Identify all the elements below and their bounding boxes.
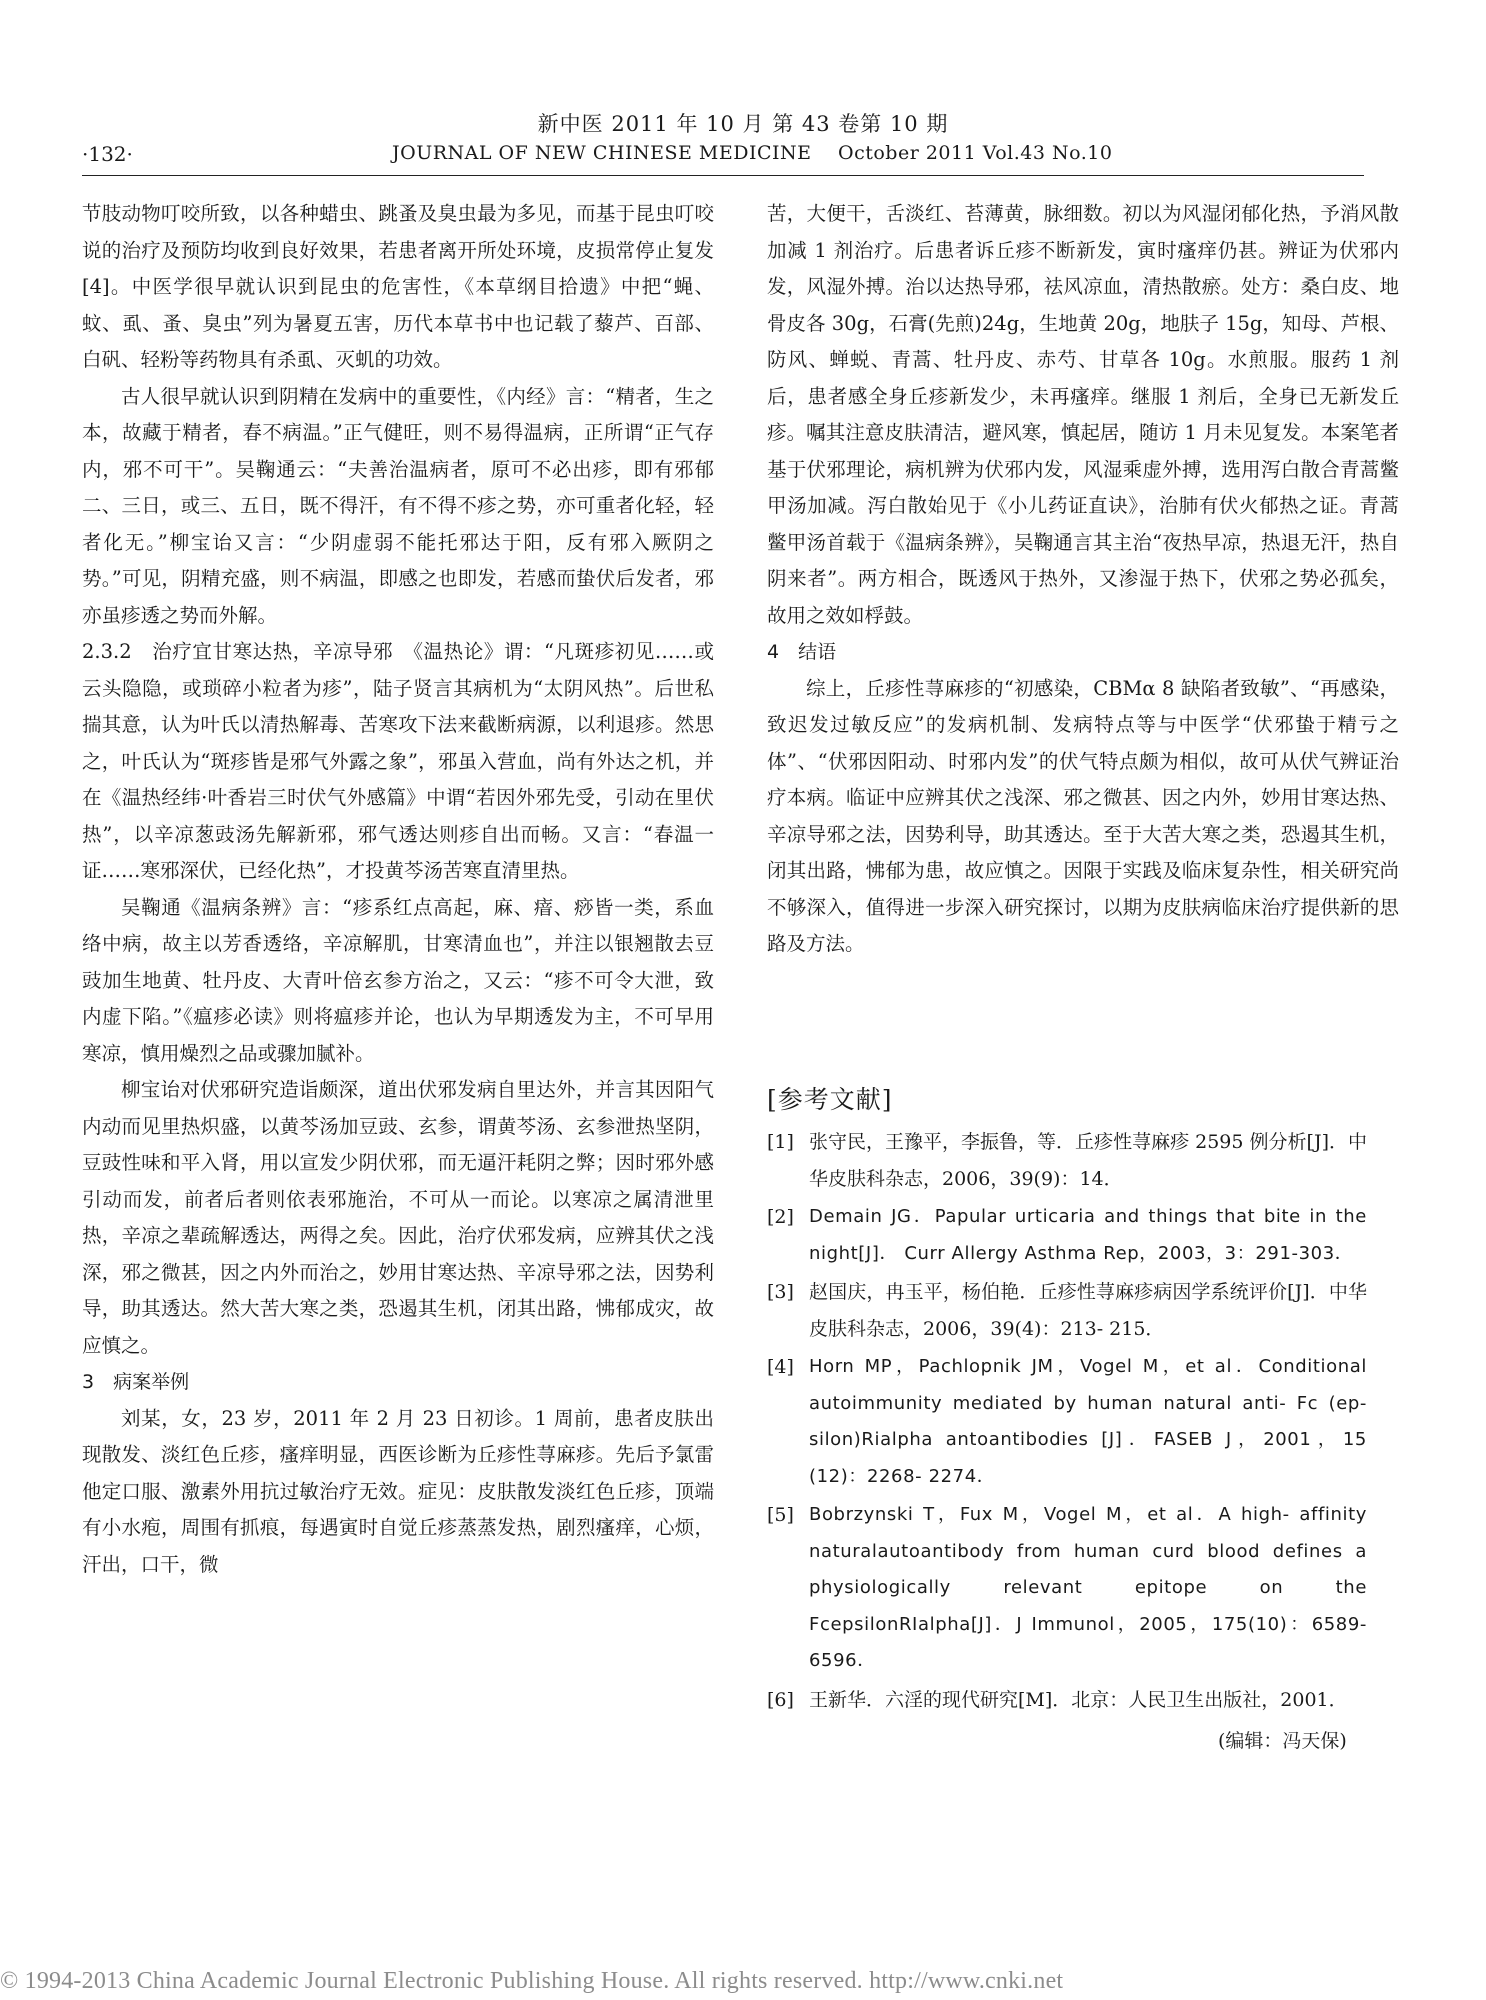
journal-title-cn: 新中医 2011 年 10 月 第 43 卷第 10 期 <box>537 112 949 136</box>
reference-text: 赵国庆，冉玉平，杨伯艳．丘疹性荨麻疹病因学系统评价[J]．中华皮肤科杂志，2006，39(4)：213- 215． <box>809 1281 1367 1340</box>
editor-note: (编辑：冯天保) <box>1218 1730 1347 1752</box>
reference-item <box>767 1497 1367 1680</box>
reference-text: Horn MP，Pachlopnik JM，Vogel M，et al．Conditional autoimmunity mediated by human natural anti- Fc (ep- silon)Rialpha antoantibodies [J]．FASEB J，2001，15 (12)：2268- 2274． <box>809 1356 1367 1487</box>
reference-text: 张守民，王豫平，李振鲁，等．丘疹性荨麻疹 2595 例分析[J]．中华皮肤科杂志，2006，39(9)：14． <box>809 1131 1367 1190</box>
header-divider <box>82 175 1364 176</box>
body-paragraph: 柳宝诒对伏邪研究造诣颇深，道出伏邪发病自里达外，并言其因阳气内动而见里热炽盛，以黄芩汤加豆豉、玄参，谓黄芩汤、玄参泄热坚阴，豆豉性味和平入肾，用以宣发少阴伏邪，而无逼汗耗阴之弊；因时邪外感引动而发，前者后者则依表邪施治，不可从一而论。以寒凉之属清泄里热，辛凉之辈疏解透达，两得之矣。因此，治疗伏邪发病，应辨其伏之浅深，邪之微甚，因之内外而治之，妙用甘寒达热、辛凉导邪之法，因势利导，助其透达。然大苦大寒之类，恐遏其生机，闭其出路，怫郁成灾，故应慎之。 <box>82 1078 714 1357</box>
issue-info-en: October 2011 Vol.43 No.10 <box>838 142 1113 164</box>
reference-item <box>767 1124 1367 1197</box>
page-number: ·132· <box>82 142 133 166</box>
reference-number: [1] <box>767 1131 794 1153</box>
reference-number: [2] <box>767 1206 794 1228</box>
reference-item <box>767 1274 1367 1347</box>
reference-item <box>767 1199 1367 1272</box>
reference-number: [5] <box>767 1504 794 1526</box>
reference-number: [3] <box>767 1281 794 1303</box>
copyright-footer: © 1994-2013 China Academic Journal Electronic Publishing House. All rights reserved. http://www.cnki.net <box>0 1968 1064 1994</box>
reference-text: Demain JG．Papular urticaria and things that bite in the night[J]． Curr Allergy Asthma Rep，2003，3：291-303． <box>809 1206 1367 1264</box>
references-title: [参考文献] <box>767 1085 893 1114</box>
body-paragraph: 吴鞠通《温病条辨》言：“疹系红点高起，麻、瘖、痧皆一类，系血络中病，故主以芳香透络，辛凉解肌，甘寒清血也”，并注以银翘散去豆豉加生地黄、牡丹皮、大青叶倍玄参方治之，又云：“疹不可令大泄，致内虚下陷。”《瘟疹必读》则将瘟疹并论，也认为早期透发为主，不可早用寒凉，慎用燥烈之品或骤加腻补。 <box>82 895 714 1065</box>
body-paragraph: 古人很早就认识到阴精在发病中的重要性，《内经》言：“精者，生之本，故藏于精者，春不病温。”正气健旺，则不易得温病，正所谓“正气存内，邪不可干”。吴鞠通云：“夫善治温病者，原可不必出疹，即有邪郁二、三日，或三、五日，既不得汗，有不得不疹之势，亦可重者化轻，轻者化无。”柳宝诒又言：“少阴虚弱不能托邪达于阳，反有邪入厥阴之势。”可见，阴精充盛，则不病温，即感之也即发，若感而蛰伏后发者，邪亦虽疹透之势而外解。 <box>82 384 714 627</box>
references-list <box>767 1124 1367 1720</box>
left-column <box>82 196 714 1583</box>
section-heading-2-3-2: 2.3.2 治疗宜甘寒达热，辛凉导邪 《温热论》谓：“凡斑疹初见……或云头隐隐，或琐碎小粒者为疹”，陆子贤言其病机为“太阴风热”。后世私揣其意，认为叶氏以清热解毒、苦寒攻下法来截断病源，以利退疹。然思之，叶氏认为“斑疹皆是邪气外露之象”，邪虽入营血，尚有外达之机，并在《温热经纬·叶香岩三时伏气外感篇》中谓“若因外邪先受，引动在里伏热”，以辛凉葱豉汤先解新邪，邪气透达则疹自出而畅。又言：“春温一证……寒邪深伏，已经化热”，才投黄芩汤苦寒直清里热。 <box>82 640 714 882</box>
reference-number: [6] <box>767 1688 794 1711</box>
right-column <box>767 196 1399 963</box>
reference-item <box>767 1349 1367 1495</box>
body-paragraph: 综上，丘疹性荨麻疹的“初感染，CBMα 8 缺陷者致敏”、“再感染，致迟发过敏反应”的发病机制、发病特点等与中医学“伏邪蛰于精亏之体”、“伏邪因阳动、时邪内发”的伏气特点颇为相似，故可从伏气辨证治疗本病。临证中应辨其伏之浅深、邪之微甚、因之内外，妙用甘寒达热、辛凉导邪之法，因势利导，助其透达。至于大苦大寒之类，恐遏其生机，闭其出路，怫郁为患，故应慎之。因限于实践及临床复杂性，相关研究尚不够深入，值得进一步深入研究探讨，以期为皮肤病临床治疗提供新的思路及方法。 <box>767 676 1399 955</box>
reference-item <box>767 1682 1367 1719</box>
section-heading-4: 4 结语 <box>767 641 837 663</box>
reference-text: Bobrzynski T，Fux M，Vogel M，et al．A high- affinity naturalautoantibody from human curd blood defines a physiologically relevant epitope on the FcepsilonRIalpha[J]．J Immunol，2005，175(10)：6589- 6596． <box>809 1504 1367 1671</box>
body-paragraph: 刘某，女，23 岁，2011 年 2 月 23 日初诊。1 周前，患者皮肤出现散发、淡红色丘疹，瘙痒明显，西医诊断为丘疹性荨麻疹。先后予氯雷他定口服、激素外用抗过敏治疗无效。症见：皮肤散发淡红色丘疹，顶端有小水疱，周围有抓痕，每遇寅时自觉丘疹蒸蒸发热，剧烈瘙痒，心烦，汗出，口干，微 <box>82 1406 714 1576</box>
journal-title-en: JOURNAL OF NEW CHINESE MEDICINE <box>392 142 812 164</box>
body-paragraph: 节肢动物叮咬所致，以各种蜡虫、跳蚤及臭虫最为多见，而基于昆虫叮咬说的治疗及预防均收到良好效果，若患者离开所处环境，皮损常停止复发[4]。中医学很早就认识到昆虫的危害性，《本草纲目拾遗》中把“蝇、蚊、虱、蚤、臭虫”列为暑夏五害，历代本草书中也记载了藜芦、百部、白矾、轻粉等药物具有杀虱、灭虮的功效。 <box>82 202 714 371</box>
reference-text: 王新华．六淫的现代研究[M]．北京：人民卫生出版社，2001． <box>809 1688 1348 1711</box>
section-heading-3: 3 病案举例 <box>82 1371 190 1393</box>
reference-number: [4] <box>767 1356 794 1378</box>
body-paragraph: 苦，大便干，舌淡红、苔薄黄，脉细数。初以为风湿闭郁化热，予消风散加减 1 剂治疗。后患者诉丘疹不断新发，寅时瘙痒仍甚。辨证为伏邪内发，风湿外搏。治以达热导邪，祛风凉血，清热散瘀。处方：桑白皮、地骨皮各 30g，石膏(先煎)24g，生地黄 20g，地肤子 15g，知母、芦根、防风、蝉蜕、青蒿、牡丹皮、赤芍、甘草各 10g。水煎服。服药 1 剂后，患者感全身丘疹新发少，未再瘙痒。继服 1 剂后，全身已无新发丘疹。嘱其注意皮肤清洁，避风寒，慎起居，随访 1 月未见复发。本案笔者基于伏邪理论，病机辨为伏邪内发，风湿乘虚外搏，选用泻白散合青蒿鳖甲汤加减。泻白散始见于《小儿药证直诀》，治肺有伏火郁热之证。青蒿鳖甲汤首载于《温病条辨》，吴鞠通言其主治“夜热早凉，热退无汗，热自阴来者”。两方相合，既透风于热外，又渗湿于热下，伏邪之势必孤矣，故用之效如桴鼓。 <box>767 202 1399 627</box>
